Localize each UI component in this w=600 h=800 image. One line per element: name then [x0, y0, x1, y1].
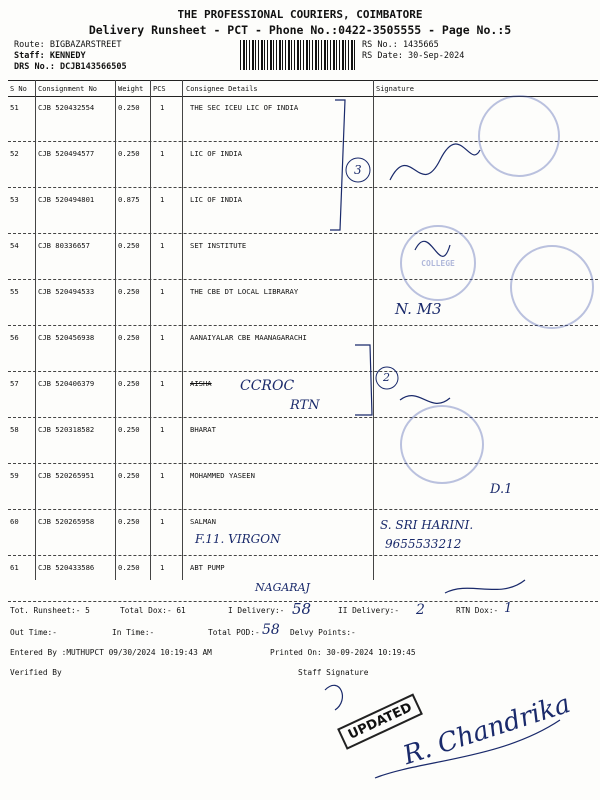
bracket-number: 2	[383, 371, 390, 384]
cell-pcs: 1	[160, 563, 165, 572]
cell-weight: 0.250	[118, 241, 140, 250]
cell-consignee: AANAIYALAR CBE MAANAGARACHI	[190, 333, 307, 342]
cell-consignment-no: CJB 520494801	[38, 195, 95, 204]
cell-consignee: ABT PUMP	[190, 563, 225, 572]
rtn-dox-label: RTN Dox:-	[456, 606, 499, 615]
recipient-phone: 9655533212	[385, 537, 462, 551]
cell-sno: 54	[10, 241, 19, 250]
verified-by: Verified By	[10, 668, 62, 677]
cell-consignee: THE SEC ICEU LIC OF INDIA	[190, 103, 299, 112]
seal-stamp-2	[510, 245, 594, 329]
college-stamp-text: COLLEGE	[421, 258, 455, 268]
cell-consignee: THE CBE DT LOCAL LIBRARAY	[190, 287, 299, 296]
total-pod-label: Total POD:-	[208, 628, 260, 637]
staff-label: Staff: KENNEDY	[14, 51, 86, 61]
cell-consignment-no: CJB 520265951	[38, 471, 95, 480]
cell-weight: 0.250	[118, 333, 140, 342]
delvy-points: Delvy Points:-	[290, 628, 356, 637]
col-pcs: PCS	[153, 85, 166, 93]
cell-sno: 59	[10, 471, 19, 480]
cell-pcs: 1	[160, 471, 165, 480]
route-label: Route: BIGBAZARSTREET	[14, 40, 122, 50]
handwritten-rtn: RTN	[290, 398, 320, 413]
cell-weight: 0.250	[118, 379, 140, 388]
cell-weight: 0.250	[118, 471, 140, 480]
col-consignee: Consignee Details	[186, 85, 258, 93]
cell-consignment-no: CJB 520456938	[38, 333, 95, 342]
cell-sno: 57	[10, 379, 19, 388]
cell-weight: 0.250	[118, 425, 140, 434]
drs-number: DRS No.: DCJB143566505	[14, 62, 127, 72]
cell-consignee: SET INSTITUTE	[190, 241, 247, 250]
cell-sno: 56	[10, 333, 19, 342]
handwritten-signature: D.1	[490, 482, 513, 497]
recipient-name: S. SRI HARINI.	[380, 518, 474, 532]
cell-consignment-no: CJB 520406379	[38, 379, 95, 388]
handwritten-signature: N. M3	[395, 300, 442, 318]
col-weight: Weight	[118, 85, 144, 93]
cell-sno: 60	[10, 517, 19, 526]
cell-weight: 0.250	[118, 563, 140, 572]
cell-consignee: AISHA	[190, 379, 212, 388]
total-dox: Total Dox:- 61	[120, 606, 186, 615]
cell-weight: 0.250	[118, 149, 140, 158]
cell-consignee: LIC OF INDIA	[190, 149, 242, 158]
signature-scribble	[445, 580, 525, 593]
signature-scribble	[390, 144, 480, 180]
tot-runsheet: Tot. Runsheet:- 5	[10, 606, 90, 615]
cell-weight: 0.250	[118, 517, 140, 526]
company-title: THE PROFESSIONAL COURIERS, COIMBATORE	[177, 8, 423, 21]
signature-scribble	[400, 396, 450, 404]
printed-on: Printed On: 30-09-2024 10:19:45	[270, 648, 416, 657]
col-sno: S No	[10, 85, 27, 93]
handwritten-ccroc: CCROC	[240, 378, 295, 394]
seal-stamp-1	[478, 95, 560, 177]
entered-by: Entered By :MUTHUPCT 09/30/2024 10:19:43 AM	[10, 648, 212, 657]
cell-weight: 0.250	[118, 287, 140, 296]
total-pod-value: 58	[262, 622, 280, 638]
bracket-2	[355, 345, 372, 415]
cell-sno: 53	[10, 195, 19, 204]
out-time: Out Time:-	[10, 628, 57, 637]
bracket-number: 3	[354, 163, 362, 177]
rs-date: RS Date: 30-Sep-2024	[362, 51, 465, 61]
cell-sno: 51	[10, 103, 19, 112]
signature-scribble	[325, 685, 342, 710]
handwritten-note: NAGARAJ	[255, 581, 310, 594]
rtn-dox-value: 1	[504, 601, 513, 616]
cell-sno: 52	[10, 149, 19, 158]
college-stamp	[400, 225, 476, 301]
cell-consignment-no: CJB 520494533	[38, 287, 95, 296]
cell-consignment-no: CJB 80336657	[38, 241, 90, 250]
cell-consignment-no: CJB 520265958	[38, 517, 95, 526]
cell-sno: 61	[10, 563, 19, 572]
cell-pcs: 1	[160, 517, 165, 526]
cell-consignment-no: CJB 520494577	[38, 149, 95, 158]
cell-weight: 0.250	[118, 103, 140, 112]
handwritten-note: F.11. VIRGON	[195, 532, 281, 546]
cell-pcs: 1	[160, 287, 165, 296]
cell-pcs: 1	[160, 103, 165, 112]
cell-consignment-no: CJB 520318582	[38, 425, 95, 434]
i-delivery-value: 58	[292, 600, 312, 618]
cell-consignment-no: CJB 520433586	[38, 563, 95, 572]
cell-pcs: 1	[160, 333, 165, 342]
cell-pcs: 1	[160, 149, 165, 158]
col-signature: Signature	[376, 85, 414, 93]
cell-pcs: 1	[160, 379, 165, 388]
runsheet-subtitle: Delivery Runsheet - PCT - Phone No.:0422-3505555 - Page No.:5	[88, 23, 512, 37]
in-time: In Time:-	[112, 628, 155, 637]
ii-delivery-value: 2	[416, 602, 425, 618]
ii-delivery-label: II Delivery:-	[338, 606, 400, 615]
seal-stamp-3	[400, 405, 484, 484]
staff-signature: Staff Signature	[298, 668, 369, 677]
i-delivery-label: I Delivery:-	[228, 606, 285, 615]
cell-consignee: SALMAN	[190, 517, 216, 526]
cell-pcs: 1	[160, 195, 165, 204]
cell-consignee: MOHAMMED YASEEN	[190, 471, 255, 480]
handwritten-name: R. Chandrika	[399, 688, 575, 772]
bracket-1	[330, 100, 345, 230]
col-consignment: Consignment No	[38, 85, 98, 93]
cell-consignee: LIC OF INDIA	[190, 195, 242, 204]
cell-sno: 58	[10, 425, 19, 434]
cell-pcs: 1	[160, 241, 165, 250]
updated-stamp: UPDATED	[337, 693, 423, 750]
cell-sno: 55	[10, 287, 19, 296]
rs-number: RS No.: 1435665	[362, 40, 439, 50]
cell-weight: 0.875	[118, 195, 140, 204]
cell-pcs: 1	[160, 425, 165, 434]
cell-consignee: BHARAT	[190, 425, 216, 434]
cell-consignment-no: CJB 520432554	[38, 103, 95, 112]
